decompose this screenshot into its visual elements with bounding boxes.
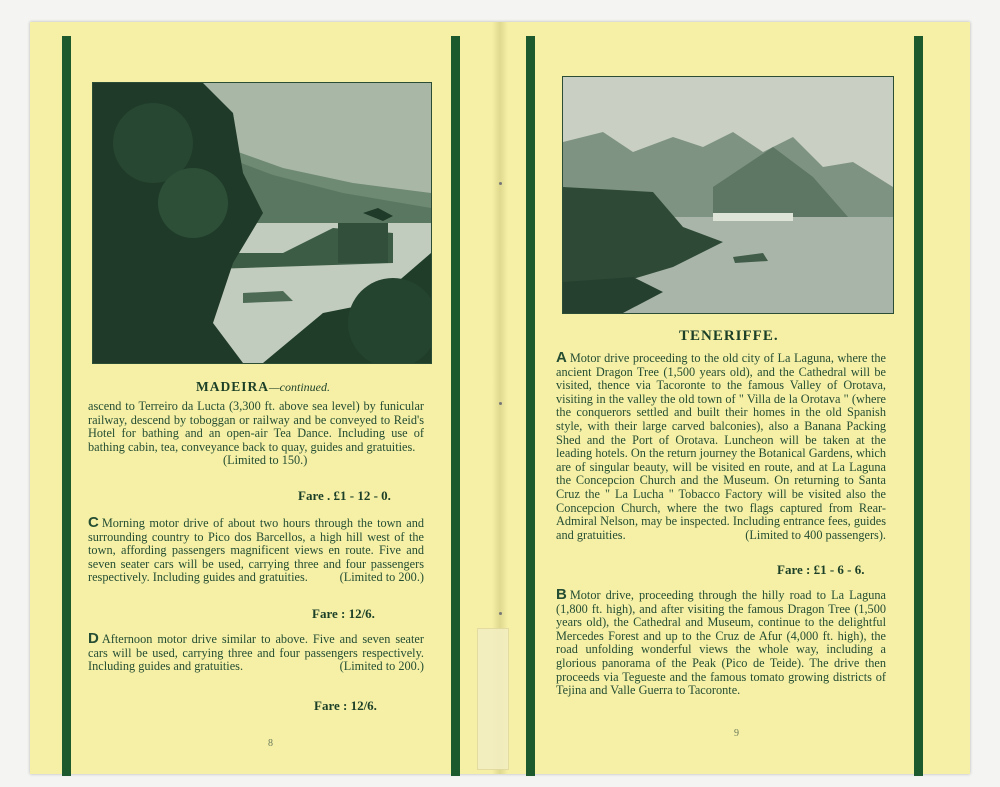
madeira-heading-suffix: —continued. [269,380,330,394]
madeira-excursion-d [88,632,424,674]
teneriffe-excursion-b [556,588,886,698]
excursion-c-letter: C [88,514,99,531]
excursion-a-text: Motor drive proceeding to the old city of La Laguna, where the ancient Dragon Tree (1,500 years old), and the Cathedral will be visited, thence via Tacoronte to the famous Valley of Orotava, visiting in the valley the old town of " Villa de la Orotava " (where the conquerors settled and built their homes in the old Spanish style, with their large carved balconies), also a Banana Packing Shed and the Port of Orotava. Luncheon will be taken at the leading hotels. On the return journey the Botanical Gardens, which are of singular beauty, will be visited en route, and at La Laguna the Concepcion Church and the Museum. On returning to Santa Cruz the " La Lucha " Tobacco Factory will be visited also the Concepcion Church, where the two flags captured from Rear-Admiral Nelson, may be inspected. Including entrance fees, guides and gratuities. [556,351,886,542]
excursion-c-text: Morning motor drive of about two hours through the town and surrounding country to Pico dos Barcellos, a high hill west of the town, affording passengers magnificent views en route. Five and seven seater cars will be used, carrying three and four passengers respectively. Including guides and gratuities. [88,516,424,585]
madeira-intro-fare: Fare . £1 - 12 - 0. [298,488,391,503]
right-page-inner-rule [526,36,535,776]
repair-tape [477,628,509,770]
excursion-d-fare: Fare : 12/6. [314,698,377,713]
madeira-heading-text: MADEIRA [196,379,269,394]
page-left [30,22,500,774]
madeira-intro-paragraph [88,400,424,468]
excursion-b-text: Motor drive, proceeding through the hilly road to La Laguna (1,800 ft. high), and after visiting the famous Dragon Tree (1,500 years old), the Cathedral and Museum, continue to the delightful Mercedes Forest and up to the Cruz de Afur (4,000 ft. high), the road unfolding wonderful views the whole way, including a glorious panorama of the Peak (Pico de Teide). The drive then proceeds via Tegueste and the famous tomato growing districts of Tejina and Valle Guerra to Tacoronte. [556,588,886,698]
left-page-inner-rule [451,36,460,776]
right-page-outer-rule [914,36,923,776]
page-number-left: 8 [268,738,273,749]
excursion-c-limit: (Limited to 200.) [339,570,424,585]
excursion-d-limit: (Limited to 200.) [339,659,424,674]
madeira-harbour-photo [92,82,432,364]
madeira-intro-text: ascend to Terreiro da Lucta (3,300 ft. above sea level) by funicular railway, descend by toboggan or railway and be conveyed to Reid's Hotel for bathing and an open-air Tea Dance. Including use of bathing cabin, tea, conveyance back to quay, guides and gratuities. [88,399,424,454]
excursion-a-letter: A [556,349,567,366]
teneriffe-coast-photo [562,76,894,314]
excursion-a-limit: (Limited to 400 passengers). [745,527,886,542]
excursion-c-fare: Fare : 12/6. [312,606,375,621]
excursion-d-text: Afternoon motor drive similar to above. Five and seven seater cars will be used, carrying three and four passengers respectively. Including guides and gratuities. [88,632,424,674]
madeira-heading [196,379,330,395]
page-right [500,22,970,774]
left-page-outer-rule [62,36,71,776]
excursion-a-fare: Fare : £1 - 6 - 6. [777,562,865,577]
madeira-excursion-c [88,516,424,585]
excursion-d-letter: D [88,630,99,647]
teneriffe-heading: TENERIFFE. [679,328,779,344]
madeira-intro-limit: (Limited to 150.) [223,453,308,468]
teneriffe-excursion-a [556,351,886,542]
page-number-right: 9 [734,728,739,739]
excursion-b-letter: B [556,586,567,603]
